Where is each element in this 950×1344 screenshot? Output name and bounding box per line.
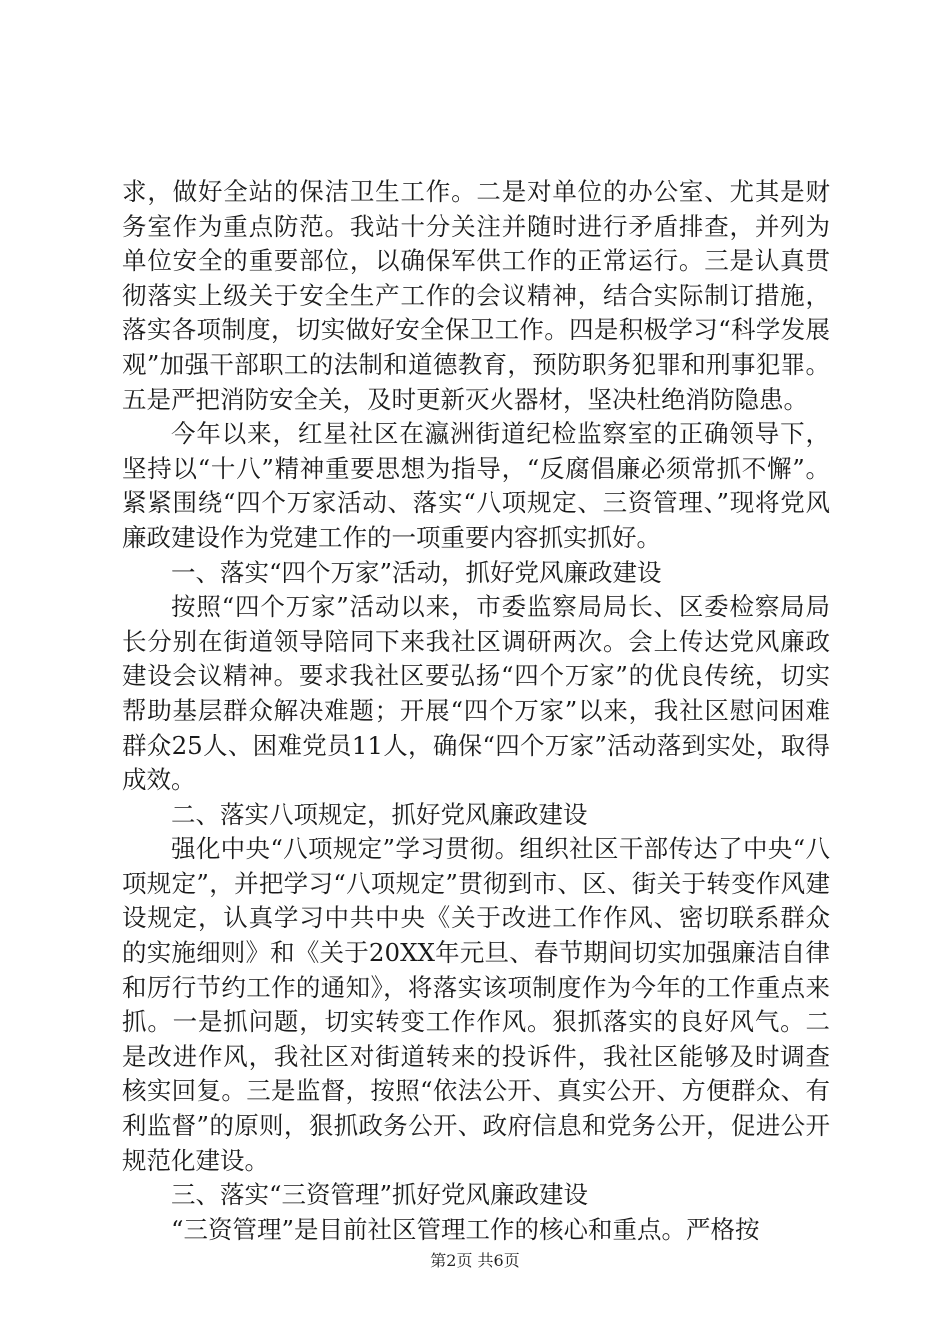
paragraph-section-1: 按照“四个万家”活动以来，市委监察局局长、区委检察局局长分别在街道领导陪同下来我社区调研两次。会上传达党风廉政建设会议精神。要求我社区要弘扬“四个万家”的优良传统，切实帮助基层群众解决难题；开展“四个万家”以来，我社区慰问困难群众25人、困难党员11人，确保“四个万家”活动落到实处，取得成效。	[122, 592, 830, 795]
document-body	[122, 175, 830, 1247]
paragraph-section-3: “三资管理”是目前社区管理工作的核心和重点。严格按	[171, 1214, 760, 1244]
paragraph-intro: 今年以来，红星社区在瀛洲街道纪检监察室的正确领导下，坚持以“十八”精神重要思想为指导，“反腐倡廉必须常抓不懈”。紧紧围绕“四个万家活动、落实“八项规定、三资管理、”现将党风廉政建设作为党建工作的一项重要内容抓实抓好。	[122, 419, 830, 552]
section-heading-3: 三、落实“三资管理”抓好党风廉政建设	[171, 1180, 589, 1210]
paragraph-section-2: 强化中央“八项规定”学习贯彻。组织社区干部传达了中央“八项规定”，并把学习“八项规定”贯彻到市、区、街关于转变作风建设规定，认真学习中共中央《关于改进工作作风、密切联系群众的实施细则》和《关于20XX年元旦、春节期间切实加强廉洁自律和厉行节约工作的通知》，将落实该项制度作为今年的工作重点来抓。一是抓问题，切实转变工作作风。狠抓落实的良好风气。二是改进作风，我社区对街道转来的投诉件，我社区能够及时调查核实回复。三是监督，按照“依法公开、真实公开、方便群众、有利监督”的原则，狠抓政务公开、政府信息和党务公开，促进公开规范化建设。	[122, 834, 830, 1175]
page-footer: 第2页 共6页	[430, 1251, 520, 1270]
paragraph-continuation: 求，做好全站的保洁卫生工作。二是对单位的办公室、尤其是财务室作为重点防范。我站十分关注并随时进行矛盾排查，并列为单位安全的重要部位，以确保军供工作的正常运行。三是认真贯彻落实上级关于安全生产工作的会议精神，结合实际制订措施，落实各项制度，切实做好安全保卫工作。四是积极学习“科学发展观”加强干部职工的法制和道德教育，预防职务犯罪和刑事犯罪。五是严把消防安全关，及时更新灭火器材，坚决杜绝消防隐患。	[122, 177, 830, 414]
section-heading-1: 一、落实“四个万家”活动，抓好党风廉政建设	[171, 557, 662, 587]
section-heading-2: 二、落实八项规定，抓好党风廉政建设	[171, 799, 588, 829]
